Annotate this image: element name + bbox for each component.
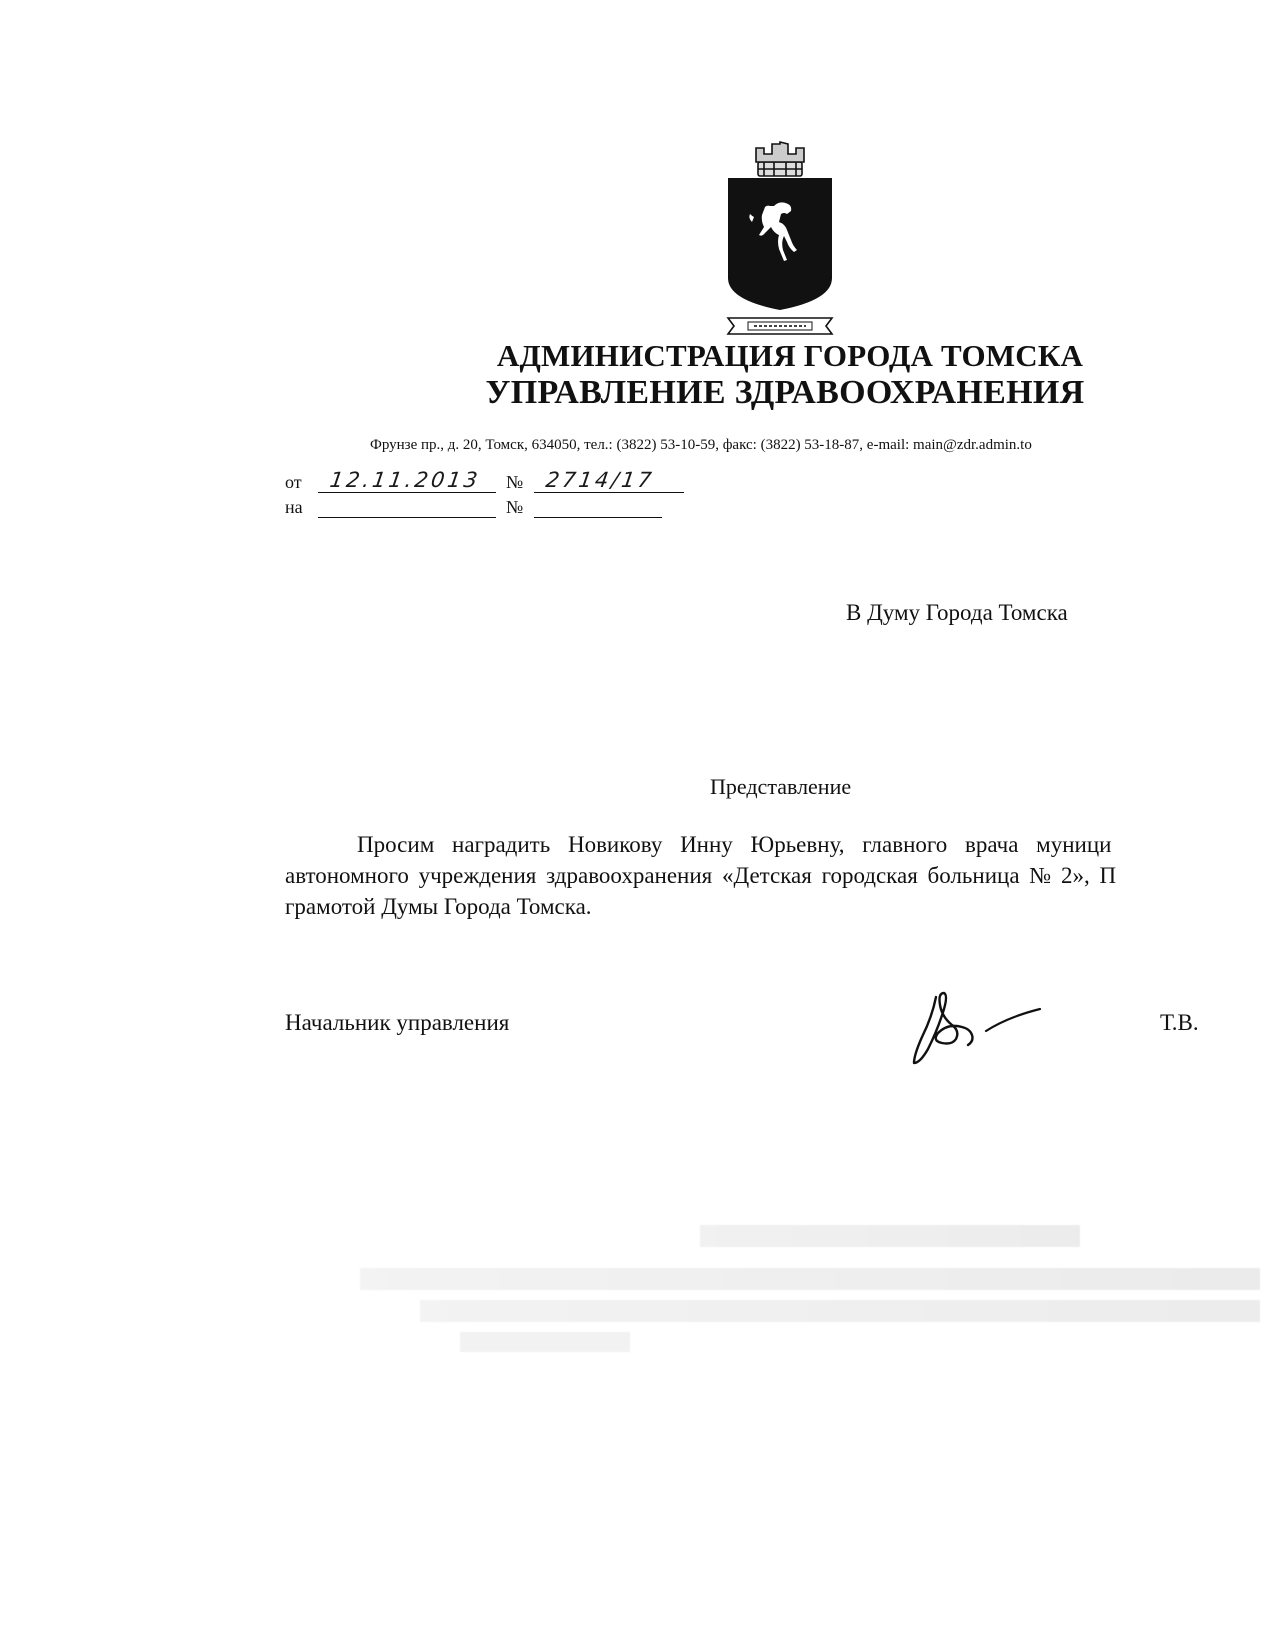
coat-of-arms-emblem [722, 140, 838, 336]
to-label: на [285, 497, 303, 517]
signer-position: Начальник управления [285, 1010, 510, 1035]
outgoing-number-value: 2714/17 [544, 468, 656, 492]
signer-name: Т.В. [1160, 1010, 1199, 1035]
incoming-number-field [534, 497, 662, 518]
incoming-date-field [318, 497, 496, 518]
number-label: № [506, 497, 524, 517]
document-title: Представление [710, 774, 852, 799]
department-name: УПРАВЛЕНИЕ ЗДРАВООХРАНЕНИЯ [485, 374, 1085, 411]
outgoing-number-field [534, 468, 684, 493]
body-line: грамотой Думы Города Томска. [285, 894, 592, 919]
body-paragraph [285, 829, 1275, 922]
body-line: автономного учреждения здравоохранения «Детская городская больница № 2», П [285, 863, 1117, 888]
contact-address: Фрунзе пр., д. 20, Томск, 634050, тел.: (3822) 53-10-59, факс: (3822) 53-18-87, e-mail: main@zdr.admin.to [370, 437, 1032, 453]
outgoing-date-value: 12.11.2013 [327, 468, 482, 492]
body-line: Просим наградить Новикову Инну Юрьевну, главного врача муници [357, 832, 1112, 857]
outgoing-registration-row [285, 468, 684, 493]
organization-name: АДМИНИСТРАЦИЯ ГОРОДА ТОМСКА [496, 338, 1084, 373]
bleed-through-ghost [360, 1268, 1260, 1290]
bleed-through-ghost [460, 1332, 630, 1352]
recipient-address: В Думу Города Томска [846, 600, 1068, 625]
from-label: от [285, 472, 302, 492]
ribbon-icon [728, 318, 832, 334]
crown-icon [756, 142, 804, 176]
incoming-registration-row [285, 497, 662, 518]
bleed-through-ghost [420, 1300, 1260, 1322]
bleed-through-ghost [700, 1225, 1080, 1247]
outgoing-date-field [318, 468, 496, 493]
number-label: № [506, 472, 524, 492]
handwritten-signature [900, 985, 1060, 1070]
